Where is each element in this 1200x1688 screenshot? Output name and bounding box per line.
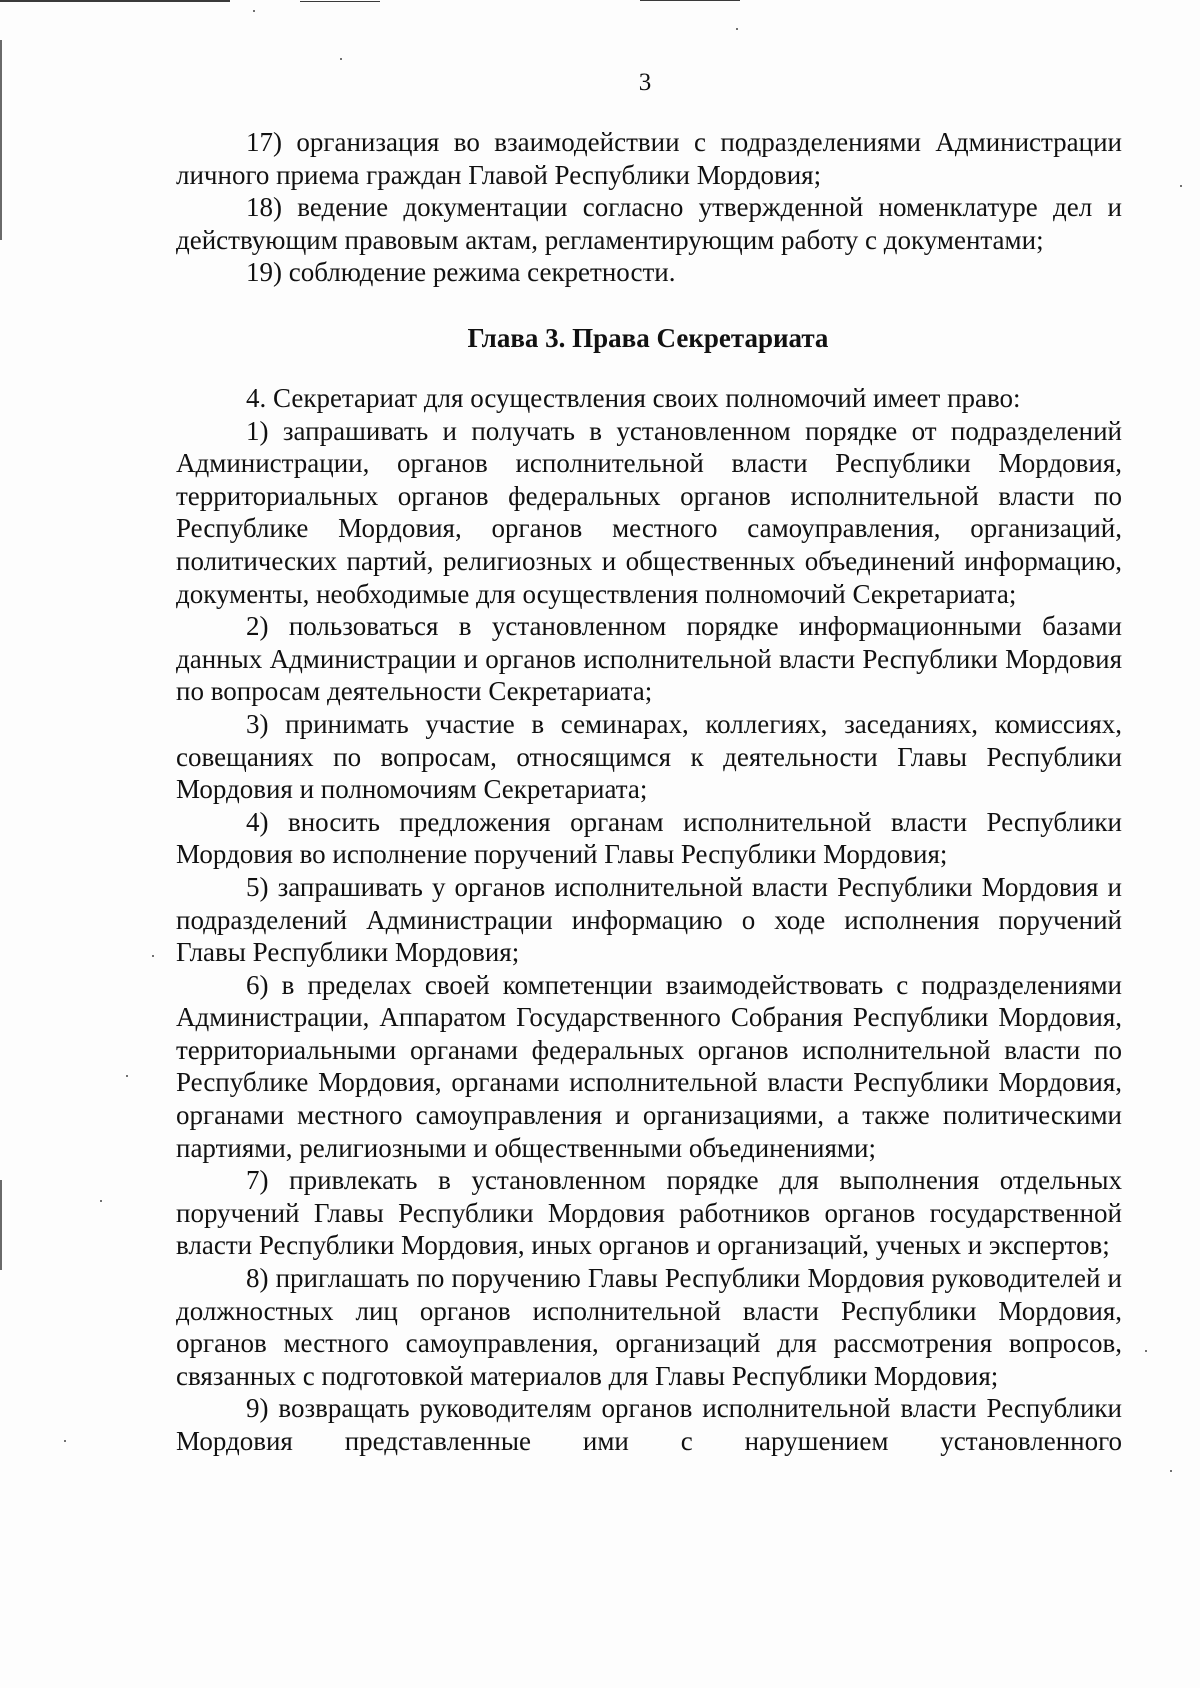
scan-artifact-left-edge xyxy=(0,1180,2,1270)
list-item: 17) организация во взаимодействии с подразделениями Администрации личного приема граждан Главой Республики Мордовия; xyxy=(176,127,1122,190)
scan-speck xyxy=(126,1075,128,1077)
list-item: 6) в пределах своей компетенции взаимодействовать с подразделениями Администрации, Аппаратом Государственного Собрания Республики Мордовия, территориальными органами федеральных органов исполнительной власти по Республике Мордовия, органами исполнительной власти Республики Мордовия, органами местного самоуправления и организациями, а также политическими партиями, религиозными и общественными объединениями; xyxy=(176,969,1122,1163)
scan-speck xyxy=(1170,1470,1172,1472)
list-item: 19) соблюдение режима секретности. xyxy=(246,257,676,288)
section-intro: 4. Секретариат для осуществления своих полномочий имеет право: xyxy=(246,383,1021,413)
list-item: 8) приглашать по поручению Главы Республики Мордовия руководителей и должностных лиц органов исполнительной власти Республики Мордовия, органов местного самоуправления, организаций для рассмотрения вопросов, связанных с подготовкой материалов для Главы Республики Мордовия; xyxy=(176,1263,1122,1391)
list-item: 9) возвращать руководителям органов исполнительной власти Республики Мордовия представленные ими с нарушением установленного xyxy=(176,1393,1122,1456)
rights-list xyxy=(176,382,1122,1458)
scan-speck xyxy=(64,1440,66,1442)
scan-speck xyxy=(1145,1350,1147,1352)
scan-speck xyxy=(340,58,342,60)
list-item: 1) запрашивать и получать в установленном порядке от подразделений Администрации, органов исполнительной власти Республики Мордовия, территориальных органов федеральных органов исполнительной власти по Республике Мордовия, органов местного самоуправления, организаций, политических партий, религиозных и общественных объединений информацию, документы, необходимые для осуществления полномочий Секретариата; xyxy=(176,415,1122,609)
list-item: 18) ведение документации согласно утвержденной номенклатуре дел и действующим правовым актам, регламентирующим работу с документами; xyxy=(176,192,1122,255)
scan-speck xyxy=(152,955,154,957)
page-number: 3 xyxy=(638,69,652,96)
scan-speck xyxy=(1180,185,1182,187)
list-item: 3) принимать участие в семинарах, коллегиях, заседаниях, комиссиях, совещаниях по вопросам, относящимся к деятельности Главы Республики Мордовия и полномочиям Секретариата; xyxy=(176,708,1122,805)
scan-artifact-top-rule xyxy=(640,0,740,1)
scan-artifact-top-rule xyxy=(0,0,230,2)
scan-artifact-top-rule xyxy=(300,1,380,2)
chapter-heading: Глава 3. Права Секретариата xyxy=(467,323,829,353)
list-item: 7) привлекать в установленном порядке для выполнения отдельных поручений Главы Республики Мордовия работников органов государственной власти Республики Мордовия, иных органов и организаций, ученых и экспертов; xyxy=(176,1165,1122,1261)
scan-speck xyxy=(100,1200,102,1202)
top-list xyxy=(176,126,1122,289)
scan-speck xyxy=(253,10,255,12)
scan-speck xyxy=(736,28,738,30)
list-item: 2) пользоваться в установленном порядке информационными базами данных Администрации и органов исполнительной власти Республики Мордовия по вопросам деятельности Секретариата; xyxy=(176,611,1122,707)
list-item: 5) запрашивать у органов исполнительной власти Республики Мордовия и подразделений Администрации информацию о ходе исполнения поручений Главы Республики Мордовия; xyxy=(176,871,1122,968)
list-item: 4) вносить предложения органам исполнительной власти Республики Мордовия во исполнение поручений Главы Республики Мордовия; xyxy=(176,806,1122,870)
